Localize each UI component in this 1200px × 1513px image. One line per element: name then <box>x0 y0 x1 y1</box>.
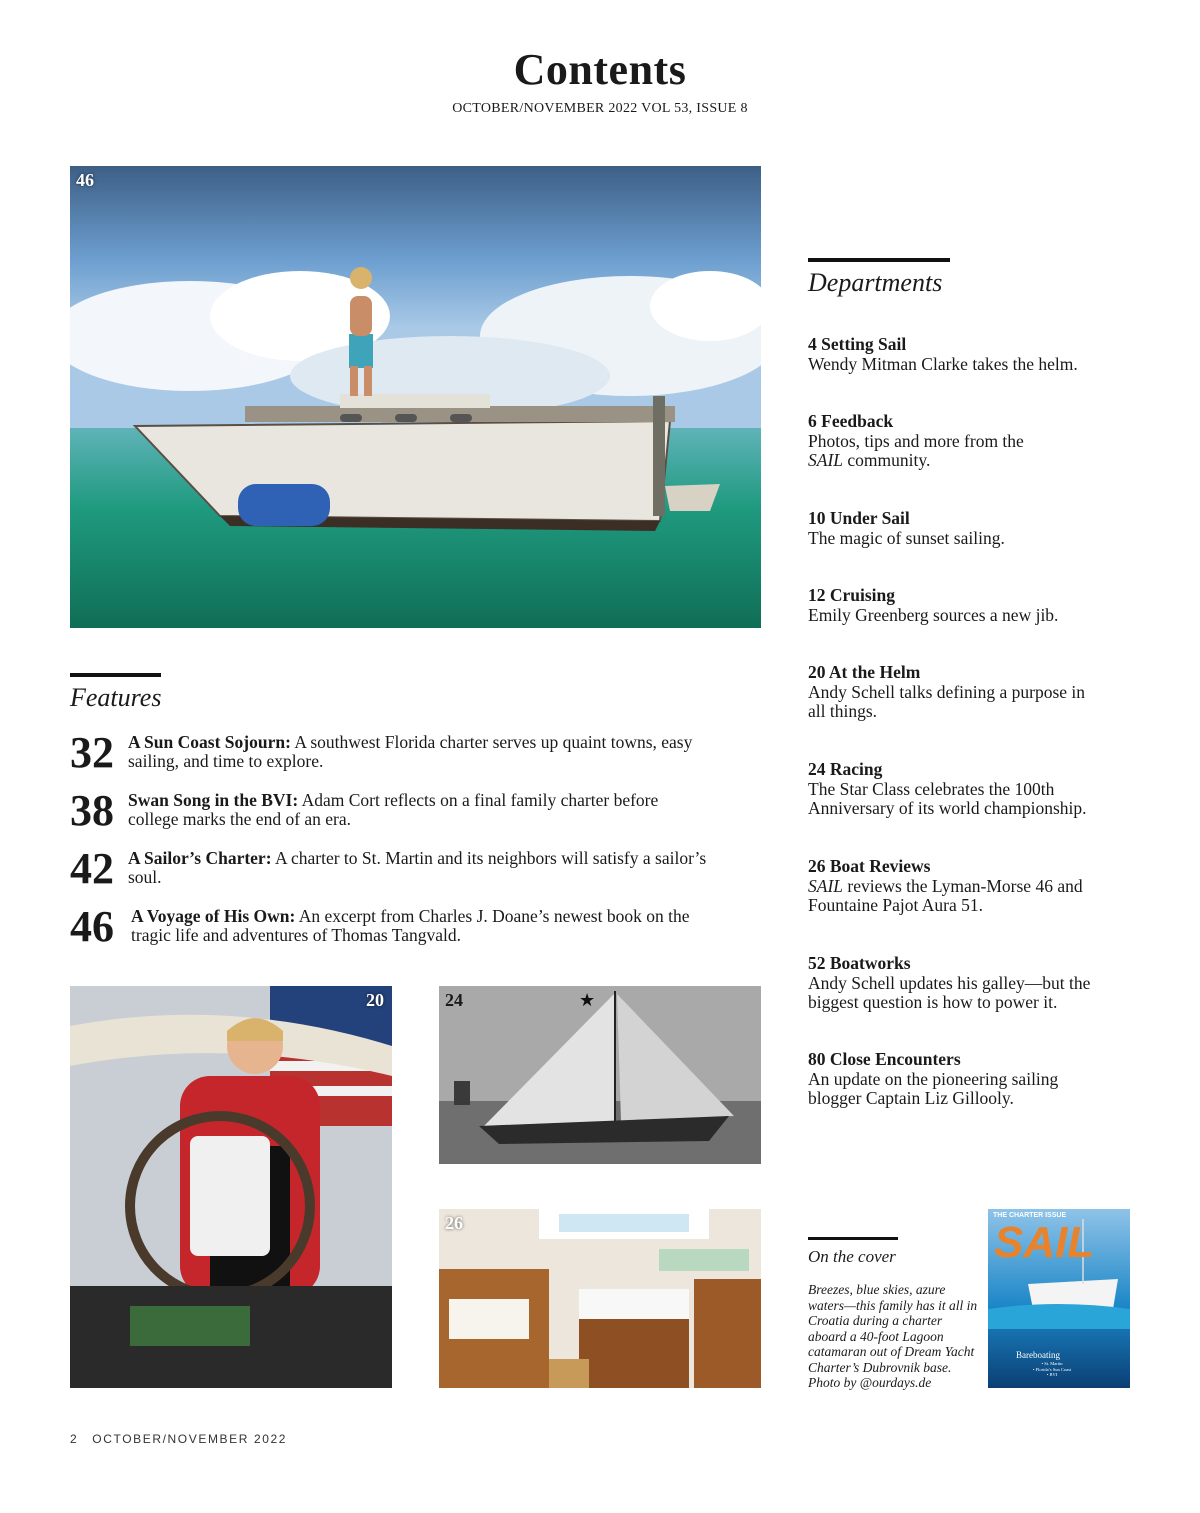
department-item[interactable] <box>808 509 1128 548</box>
feature-item[interactable] <box>70 844 710 893</box>
photo-page-number: 46 <box>76 170 94 190</box>
feature-text <box>128 733 708 771</box>
department-desc: Andy Schell talks defining a purpose in all things. <box>808 681 1086 721</box>
department-item[interactable] <box>808 1050 1093 1109</box>
department-item[interactable] <box>808 663 1098 722</box>
department-title: 80 Close Encounters <box>808 1049 961 1069</box>
cover-caption: Breezes, blue skies, azure waters—this family has it all in Croatia during a charter aboard a 40-foot Lagoon catamaran out of Dream Yacht Charter’s Dubrovnik base. Photo by @ourdays.de <box>808 1282 978 1390</box>
boat-interior-photo <box>439 1209 761 1388</box>
feature-page-number: 32 <box>70 728 114 777</box>
feature-page-number: 46 <box>70 902 114 951</box>
photo-page-number: 20 <box>366 990 384 1010</box>
department-item[interactable] <box>808 760 1108 819</box>
feature-title: A Sun Coast Sojourn: <box>128 732 291 752</box>
department-title: 20 At the Helm <box>808 662 921 682</box>
feature-item[interactable] <box>70 902 710 951</box>
department-desc: Emily Greenberg sources a new jib. <box>808 604 1059 625</box>
feature-desc: Adam Cort reflects on a final family charter before college marks the end of an era. <box>128 790 659 829</box>
photo-page-number: 26 <box>445 1213 463 1233</box>
department-desc: SAIL reviews the Lyman-Morse 46 and Fountaine Pajot Aura 51. <box>808 875 1083 915</box>
page-footer <box>70 1432 301 1446</box>
feature-page-number: 38 <box>70 786 114 835</box>
department-item[interactable] <box>808 586 1128 625</box>
feature-item[interactable] <box>70 786 710 835</box>
department-title: 4 Setting Sail <box>808 334 907 354</box>
racing-sailboat-photo <box>439 986 761 1164</box>
footer-date: OCTOBER/NOVEMBER 2022 <box>92 1432 288 1446</box>
department-desc: The magic of sunset sailing. <box>808 527 1005 548</box>
page-title: Contents <box>513 45 687 94</box>
department-item[interactable] <box>808 857 1088 916</box>
feature-page-number: 42 <box>70 844 114 893</box>
page-number: 2 <box>70 1432 79 1446</box>
features-heading: Features <box>70 683 162 712</box>
helm-photo <box>70 986 392 1388</box>
department-item[interactable] <box>808 954 1113 1013</box>
cover-heading: On the cover <box>808 1247 896 1266</box>
feature-title: Swan Song in the BVI: <box>128 790 299 810</box>
feature-text <box>128 791 708 829</box>
cover-rule <box>808 1237 898 1240</box>
feature-text <box>128 849 708 887</box>
department-desc: Andy Schell updates his galley—but the biggest question is how to power it. <box>808 972 1091 1012</box>
department-desc: Wendy Mitman Clarke takes the helm. <box>808 353 1078 374</box>
feature-desc: A southwest Florida charter serves up quaint towns, easy sailing, and time to explore. <box>128 732 693 771</box>
department-title: 24 Racing <box>808 759 883 779</box>
department-item[interactable] <box>808 412 1048 471</box>
department-desc: An update on the pioneering sailing blogger Captain Liz Gillooly. <box>808 1068 1059 1108</box>
feature-title: A Voyage of His Own: <box>131 906 296 926</box>
boat-photo <box>70 166 761 628</box>
feature-text <box>131 907 711 945</box>
feature-item[interactable] <box>70 728 710 777</box>
department-title: 6 Feedback <box>808 411 894 431</box>
svg-text:★: ★ <box>579 990 596 1011</box>
department-title: 12 Cruising <box>808 585 896 605</box>
feature-desc: An excerpt from Charles J. Doane’s newest book on the tragic life and adventures of Thomas Tangvald. <box>131 906 690 945</box>
magazine-cover[interactable] <box>988 1209 1130 1388</box>
department-title: 52 Boatworks <box>808 953 911 973</box>
department-title: 10 Under Sail <box>808 508 910 528</box>
cover-tagline: Bareboating <box>1016 1350 1060 1360</box>
features-rule <box>70 673 161 677</box>
feature-desc: A charter to St. Martin and its neighbors will satisfy a sailor’s soul. <box>128 848 707 887</box>
cover-logo: SAIL <box>994 1218 1095 1267</box>
cover-kicker: THE CHARTER ISSUE <box>993 1212 1067 1219</box>
department-title: 26 Boat Reviews <box>808 856 931 876</box>
photo-page-number: 24 <box>445 990 463 1010</box>
department-desc: Photos, tips and more from the SAIL community. <box>808 430 1024 470</box>
cover-lines: • St. Martin • Florida’s Sun Coast • BVI <box>1032 1361 1072 1377</box>
departments-heading: Departments <box>808 268 943 297</box>
feature-title: A Sailor’s Charter: <box>128 848 272 868</box>
department-item[interactable] <box>808 335 1128 374</box>
issue-line: OCTOBER/NOVEMBER 2022 VOL 53, ISSUE 8 <box>452 101 748 116</box>
department-desc: The Star Class celebrates the 100th Anniversary of its world championship. <box>808 778 1087 818</box>
departments-rule <box>808 258 950 262</box>
